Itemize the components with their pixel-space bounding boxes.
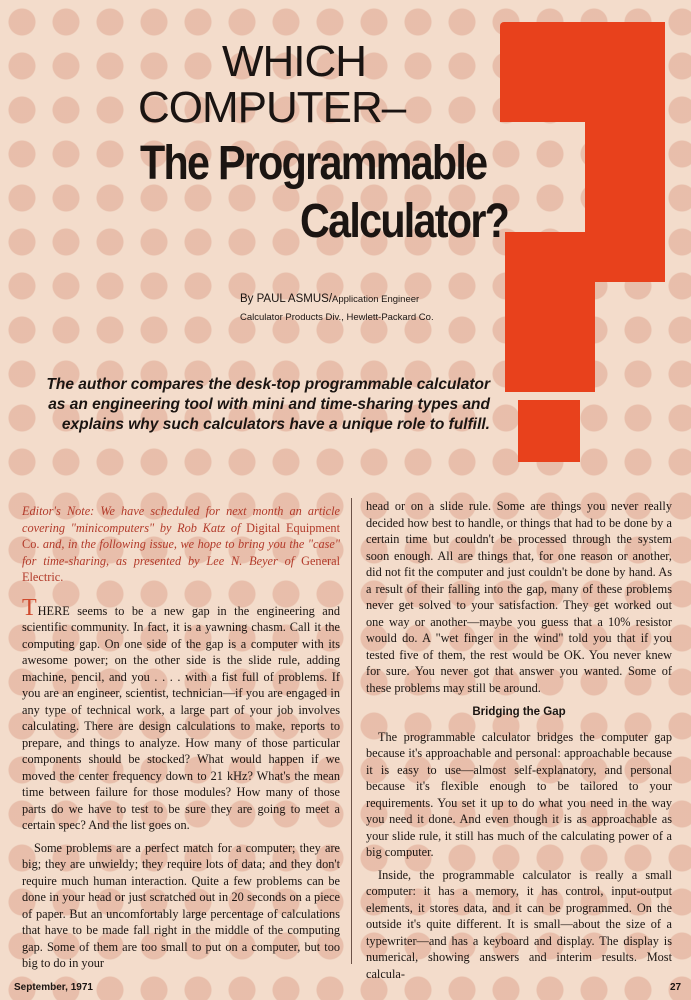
question-mark-dot: [518, 400, 580, 462]
byline-author: By PAUL ASMUS/: [240, 293, 333, 305]
intro-line: explains why such calculators have a unique role to fulfill.: [61, 416, 490, 433]
body-paragraph: Inside, the programmable calculator is really a small computer: it has a memory, it has control, input-output elements, it stores data, and it can be programmed. On the outside it's quite different. It is small—about the size of a typewriter—and has a keyboard and display. The display is numerical, showing answers and interim results. Most calcula-: [366, 867, 672, 981]
section-heading: Bridging the Gap: [472, 706, 566, 718]
right-column: [366, 498, 672, 982]
editors-note-text-2: and, in the following issue, we hope to bring you the "case" for time-sharing, as presented by Lee N. Beyer of: [22, 537, 340, 568]
intro-line: as an engineering tool with mini and time-sharing types and: [48, 396, 490, 413]
body-paragraph: head or on a slide rule. Some are things you never really decided how best to handle, or things that had to be done by a certain time but couldn't be processed through the system soon enough. All are things that, for one reason or another, did not fit the computer and just couldn't be done by hand. As a result of their falling into the gap, many of these problems never get solved to your satisfaction. They get worked out one way or another—maybe you guess that a 10% resistor would do. A "wet finger in the wind" told you that if you tested five of them, the rest would be OK. You never knew for sure. You never got that answer you wanted. Some of these problems may still be around.: [366, 499, 672, 695]
question-mark-curve: [585, 22, 665, 282]
page-number: 27: [670, 982, 682, 993]
headline-line-1: WHICH: [222, 37, 367, 86]
paragraph-text: HERE seems to be a new gap in the engineering and scientific community. In fact, it is a yawning chasm. Call it the computing gap. On one side of the gap is a computer with its awesome power; on the other side is the slide rule, adding machine, pencil, and you . . . . with a fist full of problems. If you are an engineer, scientist, technician—if you are engaged in any type of technical work, a large part of your job involves calculating. There are design calculations to make, reports to prepare, and things to analyze. How many of those particular components should be stocked? What would happen if we moved the center frequency down to 21 kHz? What's the mean time between failure for those modules? How many of those parts do we have to test to be sure they are going to meet a certain spec? And the list goes on.: [22, 603, 340, 832]
headline-line-2: COMPUTER–: [138, 83, 406, 132]
body-paragraph: Some problems are a perfect match for a computer; they are big; they are unwieldy; they require lots of data; and they don't require much human interaction. Quite a few problems can be done in your head or just scratched out in 20 seconds on a piece of paper. But an uncomfortably large percentage of calculations that have to be made fall right in the middle of the computing gap. Some of them are too small to put on a computer, but too big to do in your: [22, 840, 340, 970]
footer-date: September, 1971: [14, 982, 93, 993]
question-mark-stem: [505, 232, 595, 392]
left-column: [22, 503, 340, 972]
byline: [240, 290, 434, 327]
body-paragraph: The programmable calculator bridges the computer gap because it's approachable and personal: approachable because it is easy to use—almost self-explanatory, and personal because it's flexible enough to be tailored to your requirements. You set it up to do what you need in the way you need it done. And even though it is as approachable as your slide rule, it still has much of the calculating power of a big computer.: [366, 729, 672, 859]
editors-note-org-2: General Electric.: [22, 553, 340, 584]
editors-note-org: Digital Equipment Co.: [22, 520, 340, 551]
column-divider: [351, 498, 352, 964]
byline-role: Application Engineer: [332, 294, 420, 305]
byline-affiliation: Calculator Products Div., Hewlett-Packard Co.: [240, 312, 434, 323]
headline-line-4: Calculator?: [300, 195, 509, 248]
editors-note: [22, 503, 340, 586]
editors-note-text: Editor's Note: We have scheduled for next month an article covering "minicomputers" by Rob Katz of: [22, 504, 340, 535]
intro-deck: [10, 375, 490, 435]
drop-cap: T: [22, 594, 38, 621]
intro-line: The author compares the desk-top programmable calculator: [46, 376, 490, 393]
headline-line-3: The Programmable: [140, 137, 487, 190]
body-paragraph: [22, 594, 340, 834]
